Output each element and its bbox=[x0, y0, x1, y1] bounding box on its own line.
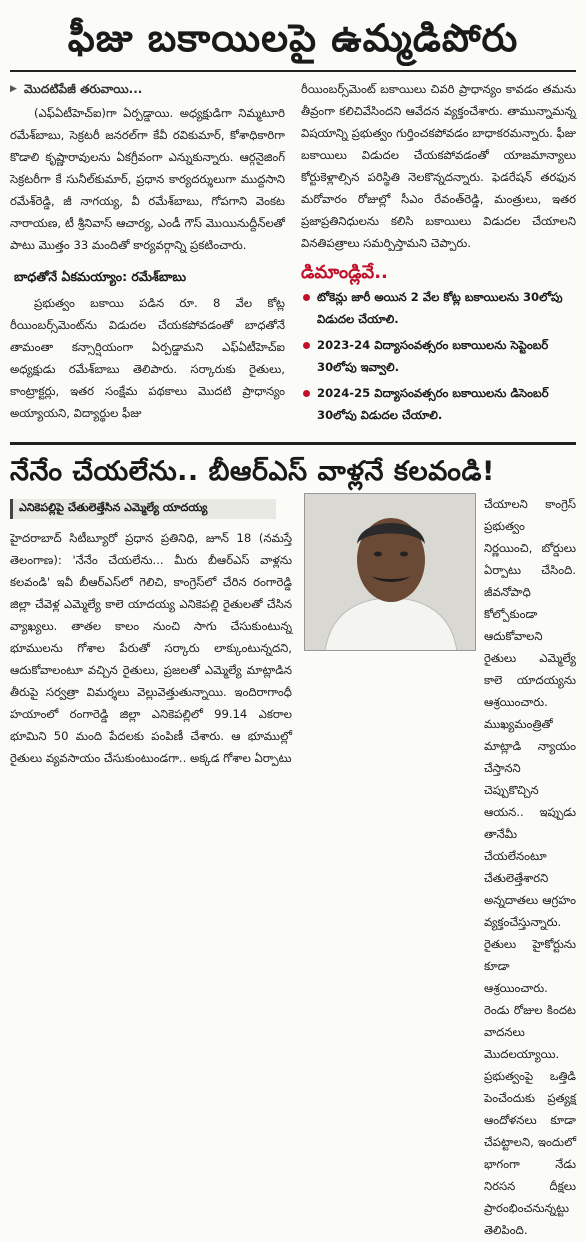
mla-photo bbox=[304, 493, 476, 651]
section-divider bbox=[10, 442, 576, 445]
demand-item bbox=[301, 382, 576, 426]
article-paragraph: (ఎఫ్ఏటీహెచ్ఐ)గా ఏర్పడ్డాయి. అధ్యక్షుడిగా నిమ్మటూరి రమేశ్‌బాబు, సెక్రటరీ జనరల్‌గా కేవీ రవికుమార్, కోశాధికారిగా కొడాలి కృష్ణారావులను ఏకగ్రీవంగా ఎన్నుకున్నారు. ఆర్గనైజింగ్ సెక్రటరీగా కే సునీల్‌కుమార్, ప్రధాన కార్యదర్శులుగా ముద్దసాని రమేశ్‌రెడ్డి, జీ నాగయ్య, వీ రమేశ్‌బాబు, గోపగాని వెంకట నారాయణ, టీ శ్రీనివాస్ ఆచార్య, ఎండీ గౌస్ మొయినుద్దీన్‌లతో పాటు మొత్తం 33 మందితో కార్యవర్గాన్ని ప్రకటించారు. bbox=[10, 106, 285, 252]
bullet-icon bbox=[303, 390, 310, 397]
top-article-right-column bbox=[301, 78, 576, 430]
demands-title: డిమాండ్లివే.. bbox=[301, 262, 388, 283]
top-article-left-column bbox=[10, 78, 285, 430]
bottom-article-right-column bbox=[304, 493, 576, 1241]
divider bbox=[10, 70, 576, 72]
demand-item bbox=[301, 286, 576, 330]
article-paragraph: చేయాలని కాంగ్రెస్ ప్రభుత్వం నిర్ణయించి, బోర్డులు ఏర్పాటు చేసింది. జీవనోపాధి కోల్పోకుండా ఆదుకోవాలని రైతులు ఎమ్మెల్యే కాలె యాదయ్యను ఆశ్రయించారు. ముఖ్యమంత్రితో మాట్లాడి న్యాయం చేస్తానని చెప్పుకొచ్చిన ఆయన.. ఇప్పుడు తానేమీ చేయలేనంటూ చేతులెత్తేశారని అన్నదాతలు ఆగ్రహం వ్యక్తంచేస్తున్నారు. రైతులు హైకోర్టును కూడా ఆశ్రయించారు. రెండు రోజుల కిందట వాదనలు మొదలయ్యాయి. ప్రభుత్వంపై ఒత్తిడి పెంచేందుకు ప్రత్యక్ష ఆందోళనలు కూడా చేపట్టాలని, ఇందులో భాగంగా నేడు నిరసన దీక్షలు ప్రారంభించనున్నట్టు తెలిపింది. bbox=[484, 497, 576, 1237]
demand-text: టోకెన్లు జారీ అయిన 2 వేల కోట్ల బకాయిలను 30లోపు విడుదల చేయాలి. bbox=[317, 290, 563, 326]
bottom-article-left-column bbox=[10, 493, 292, 1241]
kicker: ఎనికెపల్లిపై చేతులెత్తేసిన ఎమ్మెల్యే యాదయ్య bbox=[10, 499, 276, 519]
photo-row bbox=[304, 493, 576, 1241]
bullet-icon bbox=[303, 342, 310, 349]
article-paragraph: ప్రభుత్వం బకాయి పడిన రూ. 8 వేల కోట్ల రీయింబర్స్‌మెంట్‌ను విడుదల చేయకపోవడంతో బాధతోనే తామంతా కన్సార్షియంగా ఏర్పడ్డామని ఎఫ్ఏటీహెచ్ఐ అధ్యక్షుడు రమేశ్‌బాబు తెలిపారు. సర్కారుకు రైతులు, కాంట్రాక్టర్లు, ఇతర సంక్షేమ పథకాలు మొదటి ప్రాధాన్యం అయ్యాయని, విద్యార్థుల ఫీజు bbox=[10, 296, 285, 420]
article-paragraph: రీయింబర్స్‌మెంట్ బకాయిలు చివరి ప్రాధాన్యం కావడం తమను తీవ్రంగా కలిచివేసిందని ఆవేదన వ్యక్తంచేశారు. తామున్నామన్న విషయాన్ని ప్రభుత్వం గుర్తించకపోవడం బాధాకరమన్నారు. ఫీజు బకాయిలు విడుదల చేయకపోవడంతో యాజమాన్యాలు కోర్టుకెళ్లాల్సిన పరిస్థితి నెలకొన్నదన్నారు. ఫెడరేషన్ తరఫున మరోవారం రోజుల్లో సీఎం రేవంత్‌రెడ్డి, మంత్రులు, ఇతర ప్రజాప్రతినిధులను కలిసి బకాయిలు విడుదల చేయాలని వినతిపత్రాలు సమర్పిస్తామని చెప్పారు. bbox=[301, 82, 576, 250]
article-subhead: బాధతోనే ఏకమయ్యాం: రమేశ్‌బాబు bbox=[14, 269, 187, 284]
demand-text: 2024-25 విద్యాసంవత్సరం బకాయిలను డిసెంబర్ 30లోపు విడుదల చేయాలి. bbox=[317, 386, 549, 422]
demand-item bbox=[301, 334, 576, 378]
continued-label: ▶ మొదటిపేజీ తరువాయి... bbox=[10, 78, 285, 100]
headline-top: ఫీజు బకాయిలపై ఉమ్మడిపోరు bbox=[67, 16, 519, 60]
photo-side-column bbox=[484, 493, 576, 1241]
bottom-article bbox=[10, 493, 576, 1241]
top-article bbox=[10, 78, 576, 430]
demand-text: 2023-24 విద్యాసంవత్సరం బకాయిలను సెప్టెంబర్ 30లోపు ఇవ్వాలి. bbox=[317, 338, 549, 374]
bullet-icon bbox=[303, 294, 310, 301]
article-paragraph: హైదరాబాద్ సిటీబ్యూరో ప్రధాన ప్రతినిధి, జూన్ 18 (నమస్తే తెలంగాణ): 'నేనేం చేయలేను... మీరు బీఆర్‌ఎస్ వాళ్లను కలవండి' ఇవీ బీఆర్‌ఎస్‌లో గెలిచి, కాంగ్రెస్‌లో చేరిన రంగారెడ్డి జిల్లా చేవెళ్ల ఎమ్మెల్యే కాలె యాదయ్య ఎనికెపల్లి రైతులతో చేసిన వ్యాఖ్యలు. తాతల కాలం నుంచి సాగు చేసుకుంటున్న భూములను గోశాల పేరుతో సర్కారు లాక్కుంటున్నదని, ఆదుకోవాలంటూ వచ్చిన రైతులు, ప్రజలతో ఎమ్మెల్యే మాట్లాడిన తీరుపై సర్వత్రా విమర్శలు వెల్లువెత్తుతున్నాయి. ఇందిరాగాంధీ హయాంలో రంగారెడ్డి జిల్లా ఎనికెపల్లిలో 99.14 ఎకరాల భూమిని 50 మంది పేదలకు పంపిణీ చేశారు. ఆ భూముల్లో రైతులు వ్యవసాయం చేసుకుంటుండగా.. అక్కడ గోశాల ఏర్పాటు bbox=[10, 531, 292, 765]
headline-bottom: నేనేం చేయలేను.. బీఆర్‌ఎస్ వాళ్లనే కలవండి! bbox=[10, 456, 495, 487]
